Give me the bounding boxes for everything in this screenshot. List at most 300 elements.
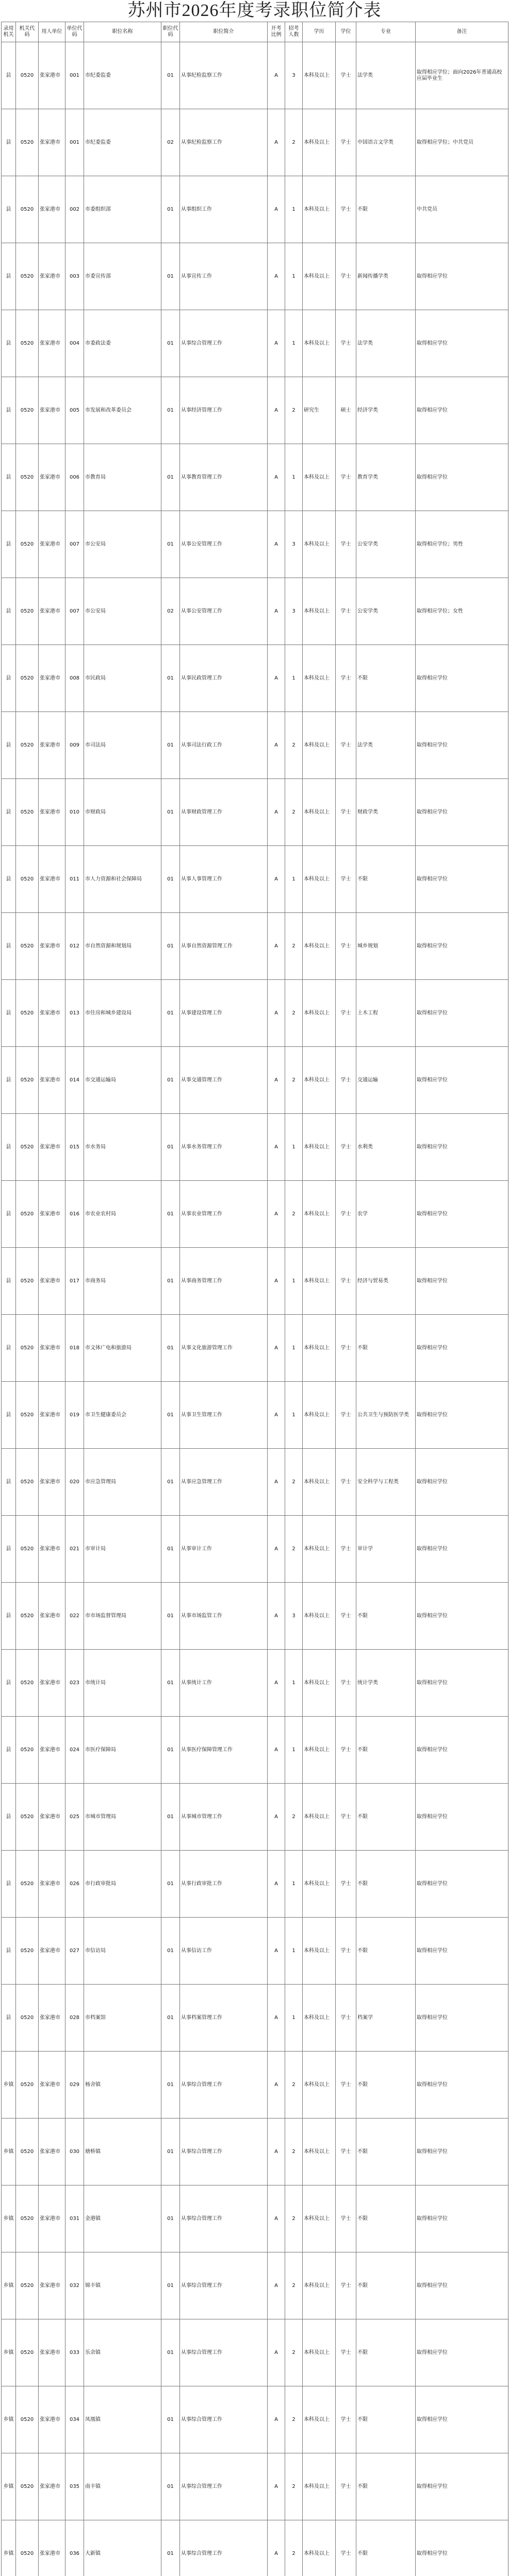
table-cell-major: 不限 — [356, 2520, 416, 2576]
table-cell-edu: 本科及以上 — [303, 1650, 336, 1717]
table-row — [2, 1583, 508, 1650]
table-cell-code: 0520 — [16, 2453, 39, 2520]
table-cell-code: 0520 — [16, 1717, 39, 1784]
table-cell-org: 乡镇 — [2, 2052, 16, 2119]
table-cell-ratio: A — [268, 1114, 285, 1181]
table-cell-deg: 学士 — [336, 1717, 356, 1784]
table-row — [2, 1248, 508, 1315]
table-cell-post: 市教育局 — [84, 444, 161, 511]
table-cell-desc: 从事综合管理工作 — [180, 2252, 268, 2319]
table-cell-post: 市档案馆 — [84, 1985, 161, 2052]
table-cell-edu: 本科及以上 — [303, 1583, 336, 1650]
table-cell-org: 县 — [2, 1985, 16, 2052]
table-cell-post: 市民政局 — [84, 645, 161, 712]
table-cell-code: 0520 — [16, 1918, 39, 1985]
table-cell-ratio: A — [268, 1851, 285, 1918]
table-cell-ucode: 029 — [65, 2052, 84, 2119]
table-cell-unit: 张家港市 — [39, 712, 65, 779]
table-cell-pcode: 01 — [161, 2119, 180, 2185]
table-cell-major: 不限 — [356, 2185, 416, 2252]
table-cell-deg: 学士 — [336, 980, 356, 1047]
table-cell-deg: 学士 — [336, 1784, 356, 1851]
table-cell-major: 经济与贸易类 — [356, 1248, 416, 1315]
table-cell-desc: 从事医疗保障管理工作 — [180, 1717, 268, 1784]
table-row — [2, 109, 508, 176]
table-cell-num: 1 — [285, 1114, 303, 1181]
table-cell-num: 1 — [285, 310, 303, 377]
table-cell-code: 0520 — [16, 310, 39, 377]
table-cell-num: 1 — [285, 1717, 303, 1784]
table-cell-post: 市商务局 — [84, 1248, 161, 1315]
table-cell-major: 教育学类 — [356, 444, 416, 511]
table-cell-ratio: A — [268, 980, 285, 1047]
table-cell-num: 2 — [285, 2252, 303, 2319]
table-cell-major: 农学 — [356, 1181, 416, 1248]
table-cell-code: 0520 — [16, 1583, 39, 1650]
table-cell-unit: 张家港市 — [39, 1918, 65, 1985]
table-cell-deg: 学士 — [336, 2185, 356, 2252]
table-cell-code: 0520 — [16, 511, 39, 578]
table-cell-deg: 学士 — [336, 1382, 356, 1449]
table-cell-unit: 张家港市 — [39, 109, 65, 176]
table-cell-deg: 学士 — [336, 2052, 356, 2119]
table-cell-desc: 从事民政管理工作 — [180, 645, 268, 712]
table-cell-desc: 从事综合管理工作 — [180, 2185, 268, 2252]
table-cell-org: 县 — [2, 310, 16, 377]
table-cell-num: 1 — [285, 243, 303, 310]
table-cell-major: 不限 — [356, 2319, 416, 2386]
table-cell-num: 2 — [285, 377, 303, 444]
header-cell: 职位名称 — [84, 22, 161, 42]
table-cell-deg: 学士 — [336, 578, 356, 645]
table-cell-note: 取得相应学位 — [416, 1516, 508, 1583]
table-cell-ratio: A — [268, 1248, 285, 1315]
table-cell-ucode: 004 — [65, 310, 84, 377]
table-cell-code: 0520 — [16, 980, 39, 1047]
table-cell-org: 县 — [2, 913, 16, 980]
table-cell-major: 新闻传播学类 — [356, 243, 416, 310]
table-cell-desc: 从事档案管理工作 — [180, 1985, 268, 2052]
table-cell-note: 取得相应学位 — [416, 846, 508, 913]
table-cell-desc: 从事综合管理工作 — [180, 310, 268, 377]
table-cell-ucode: 001 — [65, 109, 84, 176]
table-cell-desc: 从事教育管理工作 — [180, 444, 268, 511]
table-cell-ratio: A — [268, 712, 285, 779]
table-cell-post: 杨舍镇 — [84, 2052, 161, 2119]
table-cell-post: 市公安局 — [84, 511, 161, 578]
table-cell-note: 取得相应学位 — [416, 1583, 508, 1650]
table-cell-unit: 张家港市 — [39, 913, 65, 980]
table-cell-pcode: 01 — [161, 980, 180, 1047]
table-cell-ucode: 005 — [65, 377, 84, 444]
table-cell-note: 取得相应学位 — [416, 2185, 508, 2252]
table-row — [2, 243, 508, 310]
table-cell-desc: 从事建设管理工作 — [180, 980, 268, 1047]
table-cell-ucode: 030 — [65, 2119, 84, 2185]
table-row — [2, 779, 508, 846]
table-cell-unit: 张家港市 — [39, 2453, 65, 2520]
table-cell-pcode: 02 — [161, 578, 180, 645]
table-cell-edu: 本科及以上 — [303, 1315, 336, 1382]
table-cell-org: 县 — [2, 712, 16, 779]
table-cell-pcode: 01 — [161, 645, 180, 712]
table-row — [2, 913, 508, 980]
table-cell-ucode: 028 — [65, 1985, 84, 2052]
table-cell-unit: 张家港市 — [39, 1181, 65, 1248]
table-cell-ucode: 019 — [65, 1382, 84, 1449]
table-cell-pcode: 01 — [161, 1181, 180, 1248]
table-cell-pcode: 01 — [161, 2052, 180, 2119]
table-cell-deg: 学士 — [336, 1181, 356, 1248]
table-cell-unit: 张家港市 — [39, 1650, 65, 1717]
table-cell-unit: 张家港市 — [39, 1516, 65, 1583]
table-cell-edu: 本科及以上 — [303, 846, 336, 913]
table-cell-num: 2 — [285, 2319, 303, 2386]
table-cell-org: 乡镇 — [2, 2252, 16, 2319]
table-row — [2, 2119, 508, 2185]
table-cell-post: 市审计局 — [84, 1516, 161, 1583]
table-cell-edu: 本科及以上 — [303, 310, 336, 377]
table-cell-org: 县 — [2, 243, 16, 310]
table-cell-ucode: 008 — [65, 645, 84, 712]
table-cell-note: 取得相应学位 — [416, 1650, 508, 1717]
table-cell-note: 取得相应学位 — [416, 2052, 508, 2119]
table-cell-post: 市统计局 — [84, 1650, 161, 1717]
table-cell-pcode: 01 — [161, 1382, 180, 1449]
table-cell-unit: 张家港市 — [39, 2319, 65, 2386]
table-cell-ratio: A — [268, 310, 285, 377]
table-cell-note: 取得相应学位 — [416, 1717, 508, 1784]
table-cell-edu: 本科及以上 — [303, 980, 336, 1047]
table-cell-ratio: A — [268, 1650, 285, 1717]
table-cell-edu: 本科及以上 — [303, 1181, 336, 1248]
table-cell-major: 经济学类 — [356, 377, 416, 444]
header-cell: 学位 — [336, 22, 356, 42]
table-cell-org: 县 — [2, 980, 16, 1047]
table-cell-pcode: 01 — [161, 1985, 180, 2052]
table-cell-note: 取得相应学位 — [416, 1315, 508, 1382]
table-cell-pcode: 01 — [161, 712, 180, 779]
table-cell-ucode: 013 — [65, 980, 84, 1047]
table-row — [2, 846, 508, 913]
table-cell-edu: 本科及以上 — [303, 2386, 336, 2453]
table-cell-unit: 张家港市 — [39, 243, 65, 310]
table-cell-ratio: A — [268, 42, 285, 109]
table-cell-desc: 从事行政审批工作 — [180, 1851, 268, 1918]
table-cell-code: 0520 — [16, 1248, 39, 1315]
table-cell-deg: 学士 — [336, 2252, 356, 2319]
table-cell-note: 取得相应学位 — [416, 1181, 508, 1248]
table-cell-code: 0520 — [16, 1315, 39, 1382]
table-cell-major: 安全科学与工程类 — [356, 1449, 416, 1516]
table-cell-org: 县 — [2, 1851, 16, 1918]
table-cell-edu: 本科及以上 — [303, 2185, 336, 2252]
table-cell-org: 县 — [2, 109, 16, 176]
table-cell-ucode: 015 — [65, 1114, 84, 1181]
table-cell-deg: 学士 — [336, 2386, 356, 2453]
table-cell-note: 取得相应学位 — [416, 2453, 508, 2520]
table-cell-post: 市委组织部 — [84, 176, 161, 243]
table-cell-ratio: A — [268, 578, 285, 645]
table-cell-major: 不限 — [356, 645, 416, 712]
table-cell-pcode: 01 — [161, 1784, 180, 1851]
table-cell-unit: 张家港市 — [39, 1382, 65, 1449]
table-row — [2, 1717, 508, 1784]
table-cell-edu: 本科及以上 — [303, 1516, 336, 1583]
table-cell-unit: 张家港市 — [39, 1114, 65, 1181]
table-cell-code: 0520 — [16, 1516, 39, 1583]
table-cell-major: 不限 — [356, 2052, 416, 2119]
table-cell-org: 县 — [2, 1650, 16, 1717]
table-cell-note: 取得相应学位 — [416, 444, 508, 511]
table-cell-post: 市纪委监委 — [84, 109, 161, 176]
table-cell-edu: 本科及以上 — [303, 1047, 336, 1114]
table-cell-post: 市文体广电和旅游局 — [84, 1315, 161, 1382]
table-cell-ucode: 033 — [65, 2319, 84, 2386]
table-cell-major: 统计学类 — [356, 1650, 416, 1717]
table-cell-major: 城乡规划 — [356, 913, 416, 980]
table-cell-major: 不限 — [356, 2386, 416, 2453]
table-cell-unit: 张家港市 — [39, 1985, 65, 2052]
table-cell-post: 市市场监督管理局 — [84, 1583, 161, 1650]
table-cell-pcode: 01 — [161, 2386, 180, 2453]
table-cell-desc: 从事综合管理工作 — [180, 2319, 268, 2386]
table-cell-note: 取得相应学位 — [416, 2520, 508, 2576]
table-cell-note: 取得相应学位 — [416, 1784, 508, 1851]
table-cell-unit: 张家港市 — [39, 980, 65, 1047]
table-cell-unit: 张家港市 — [39, 1047, 65, 1114]
table-cell-major: 公共卫生与预防医学类 — [356, 1382, 416, 1449]
table-cell-code: 0520 — [16, 1114, 39, 1181]
table-cell-major: 不限 — [356, 1918, 416, 1985]
table-cell-deg: 学士 — [336, 1114, 356, 1181]
header-cell: 用人单位 — [39, 22, 65, 42]
table-cell-pcode: 02 — [161, 109, 180, 176]
table-cell-note: 取得相应学位 — [416, 980, 508, 1047]
table-cell-post: 市水务局 — [84, 1114, 161, 1181]
table-cell-major: 财政学类 — [356, 779, 416, 846]
table-cell-num: 2 — [285, 2386, 303, 2453]
table-cell-major: 法学类 — [356, 712, 416, 779]
table-cell-ucode: 007 — [65, 578, 84, 645]
table-cell-post: 凤凰镇 — [84, 2386, 161, 2453]
table-cell-org: 乡镇 — [2, 2386, 16, 2453]
table-cell-pcode: 01 — [161, 377, 180, 444]
table-cell-unit: 张家港市 — [39, 2520, 65, 2576]
table-cell-ucode: 006 — [65, 444, 84, 511]
table-cell-edu: 本科及以上 — [303, 1851, 336, 1918]
table-cell-num: 2 — [285, 2453, 303, 2520]
table-cell-desc: 从事交通管理工作 — [180, 1047, 268, 1114]
table-cell-pcode: 01 — [161, 444, 180, 511]
table-cell-pcode: 01 — [161, 176, 180, 243]
table-cell-pcode: 01 — [161, 913, 180, 980]
table-cell-deg: 学士 — [336, 1047, 356, 1114]
table-cell-pcode: 01 — [161, 846, 180, 913]
table-row — [2, 2052, 508, 2119]
table-cell-deg: 学士 — [336, 1650, 356, 1717]
table-cell-ucode: 027 — [65, 1918, 84, 1985]
table-cell-major: 不限 — [356, 1583, 416, 1650]
table-cell-deg: 学士 — [336, 1583, 356, 1650]
table-cell-pcode: 01 — [161, 1918, 180, 1985]
table-cell-post: 市财政局 — [84, 779, 161, 846]
table-cell-unit: 张家港市 — [39, 645, 65, 712]
table-cell-desc: 从事卫生管理工作 — [180, 1382, 268, 1449]
table-cell-ucode: 012 — [65, 913, 84, 980]
table-cell-note: 取得相应学位；女性 — [416, 578, 508, 645]
table-cell-code: 0520 — [16, 1181, 39, 1248]
table-cell-pcode: 01 — [161, 310, 180, 377]
table-body — [2, 42, 508, 2576]
table-cell-note: 取得相应学位 — [416, 779, 508, 846]
table-cell-edu: 本科及以上 — [303, 2453, 336, 2520]
table-cell-desc: 从事综合管理工作 — [180, 2386, 268, 2453]
header-cell: 职位代码 — [161, 22, 180, 42]
table-cell-code: 0520 — [16, 2052, 39, 2119]
table-cell-org: 县 — [2, 1449, 16, 1516]
table-cell-unit: 张家港市 — [39, 1851, 65, 1918]
table-cell-desc: 从事信访工作 — [180, 1918, 268, 1985]
table-cell-note: 取得相应学位 — [416, 1918, 508, 1985]
table-row — [2, 1114, 508, 1181]
table-row — [2, 980, 508, 1047]
table-row — [2, 2319, 508, 2386]
table-cell-org: 县 — [2, 176, 16, 243]
table-cell-org: 乡镇 — [2, 2319, 16, 2386]
table-cell-desc: 从事应急管理工作 — [180, 1449, 268, 1516]
table-cell-note: 取得相应学位；男性 — [416, 511, 508, 578]
table-cell-unit: 张家港市 — [39, 2252, 65, 2319]
table-cell-major: 不限 — [356, 1315, 416, 1382]
table-cell-ratio: A — [268, 2052, 285, 2119]
table-cell-ucode: 021 — [65, 1516, 84, 1583]
table-cell-num: 2 — [285, 2119, 303, 2185]
table-cell-note: 取得相应学位 — [416, 1382, 508, 1449]
table-cell-desc: 从事纪检监察工作 — [180, 42, 268, 109]
table-row — [2, 444, 508, 511]
table-cell-desc: 从事综合管理工作 — [180, 2052, 268, 2119]
table-cell-deg: 学士 — [336, 2453, 356, 2520]
table-row — [2, 1181, 508, 1248]
table-cell-post: 市人力资源和社会保障局 — [84, 846, 161, 913]
table-cell-ucode: 002 — [65, 176, 84, 243]
table-cell-ratio: A — [268, 1717, 285, 1784]
table-cell-note: 取得相应学位 — [416, 1449, 508, 1516]
table-cell-ratio: A — [268, 2386, 285, 2453]
table-cell-ucode: 026 — [65, 1851, 84, 1918]
table-cell-unit: 张家港市 — [39, 846, 65, 913]
table-row — [2, 1650, 508, 1717]
table-cell-edu: 本科及以上 — [303, 578, 336, 645]
table-cell-ratio: A — [268, 511, 285, 578]
table-cell-edu: 本科及以上 — [303, 1114, 336, 1181]
table-cell-ratio: A — [268, 1583, 285, 1650]
header-cell: 开考比例 — [268, 22, 285, 42]
table-cell-unit: 张家港市 — [39, 2119, 65, 2185]
table-row — [2, 1784, 508, 1851]
table-cell-ucode: 011 — [65, 846, 84, 913]
table-cell-num: 1 — [285, 846, 303, 913]
table-cell-code: 0520 — [16, 2386, 39, 2453]
table-cell-post: 南丰镇 — [84, 2453, 161, 2520]
table-cell-post: 市委政法委 — [84, 310, 161, 377]
table-cell-note: 取得相应学位 — [416, 1114, 508, 1181]
table-cell-org: 县 — [2, 444, 16, 511]
table-cell-ratio: A — [268, 2520, 285, 2576]
table-cell-unit: 张家港市 — [39, 310, 65, 377]
table-cell-edu: 本科及以上 — [303, 109, 336, 176]
table-cell-ucode: 010 — [65, 779, 84, 846]
table-cell-post: 市自然资源和规划局 — [84, 913, 161, 980]
table-row — [2, 2185, 508, 2252]
table-cell-post: 市行政审批局 — [84, 1851, 161, 1918]
table-cell-deg: 学士 — [336, 42, 356, 109]
table-cell-edu: 研究生 — [303, 377, 336, 444]
table-cell-post: 市纪委监委 — [84, 42, 161, 109]
table-cell-major: 水利类 — [356, 1114, 416, 1181]
table-cell-deg: 学士 — [336, 645, 356, 712]
table-cell-ratio: A — [268, 1382, 285, 1449]
table-cell-post: 锦丰镇 — [84, 2252, 161, 2319]
table-cell-major: 不限 — [356, 2119, 416, 2185]
table-cell-edu: 本科及以上 — [303, 42, 336, 109]
document-title: 苏州市2026年度考录职位简介表 — [127, 1, 382, 20]
table-cell-ratio: A — [268, 1918, 285, 1985]
table-cell-org: 县 — [2, 846, 16, 913]
table-cell-code: 0520 — [16, 377, 39, 444]
table-row — [2, 511, 508, 578]
table-cell-num: 3 — [285, 42, 303, 109]
table-cell-deg: 学士 — [336, 444, 356, 511]
table-cell-desc: 从事综合管理工作 — [180, 2520, 268, 2576]
table-cell-deg: 学士 — [336, 1315, 356, 1382]
table-cell-pcode: 01 — [161, 1248, 180, 1315]
table-cell-ratio: A — [268, 1449, 285, 1516]
table-cell-unit: 张家港市 — [39, 2052, 65, 2119]
table-cell-note: 取得相应学位 — [416, 2319, 508, 2386]
table-cell-edu: 本科及以上 — [303, 2520, 336, 2576]
table-cell-deg: 学士 — [336, 310, 356, 377]
table-cell-note: 取得相应学位 — [416, 1985, 508, 2052]
table-cell-note: 取得相应学位 — [416, 712, 508, 779]
table-cell-post: 大新镇 — [84, 2520, 161, 2576]
table-cell-org: 县 — [2, 1047, 16, 1114]
table-cell-edu: 本科及以上 — [303, 1918, 336, 1985]
table-cell-deg: 学士 — [336, 243, 356, 310]
table-cell-ratio: A — [268, 2319, 285, 2386]
table-cell-org: 县 — [2, 42, 16, 109]
table-cell-major: 法学类 — [356, 42, 416, 109]
table-cell-num: 1 — [285, 645, 303, 712]
table-cell-ucode: 034 — [65, 2386, 84, 2453]
table-cell-post: 市委宣传部 — [84, 243, 161, 310]
table-cell-ucode: 022 — [65, 1583, 84, 1650]
table-cell-num: 2 — [285, 1784, 303, 1851]
header-cell: 机关代码 — [16, 22, 39, 42]
table-cell-code: 0520 — [16, 176, 39, 243]
table-cell-num: 2 — [285, 913, 303, 980]
table-cell-pcode: 01 — [161, 1851, 180, 1918]
table-cell-desc: 从事财政管理工作 — [180, 779, 268, 846]
table-cell-ratio: A — [268, 1181, 285, 1248]
table-cell-ucode: 017 — [65, 1248, 84, 1315]
table-cell-ratio: A — [268, 2119, 285, 2185]
table-cell-pcode: 01 — [161, 779, 180, 846]
table-cell-note: 取得相应学位 — [416, 2386, 508, 2453]
table-cell-desc: 从事商务管理工作 — [180, 1248, 268, 1315]
table-cell-num: 2 — [285, 109, 303, 176]
